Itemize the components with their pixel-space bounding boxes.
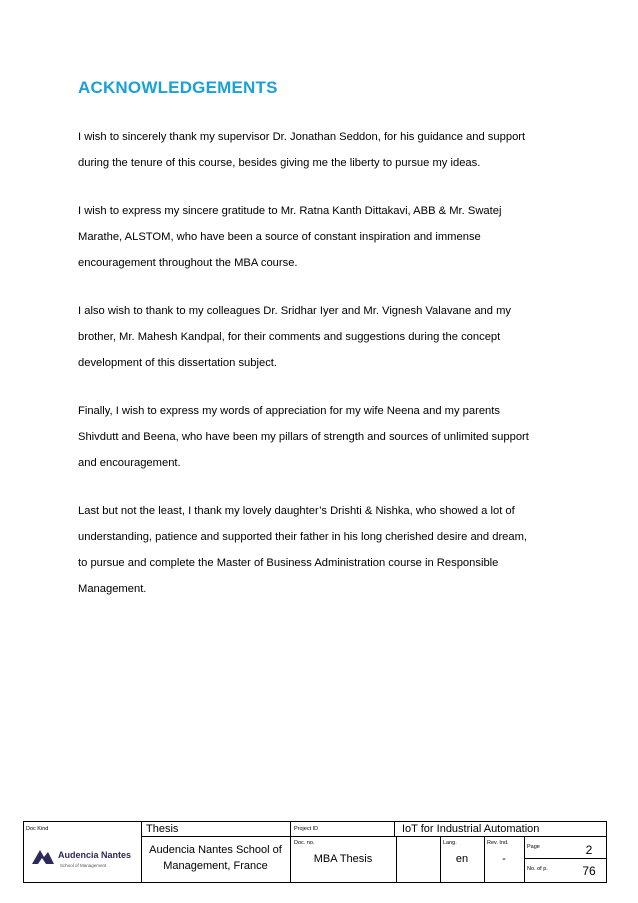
doc-no-value: MBA Thesis bbox=[313, 853, 373, 865]
document-footer-table bbox=[23, 821, 607, 883]
logo-subtitle: School of Management bbox=[60, 863, 107, 868]
text-line: Shivdutt and Beena, who have been my pillars of strength and sources of unlimited support bbox=[78, 431, 529, 443]
divider bbox=[396, 837, 397, 882]
page-heading: ACKNOWLEDGEMENTS bbox=[78, 78, 278, 97]
school-line-2: Management, France bbox=[163, 860, 268, 872]
text-line: understanding, patience and supported their father in his long cherished desire and dream, bbox=[78, 531, 528, 543]
audencia-logo bbox=[30, 846, 140, 876]
divider bbox=[524, 858, 607, 859]
divider bbox=[290, 822, 291, 882]
page-value: 2 bbox=[585, 843, 593, 857]
doc-kind-label: Doc Kind bbox=[26, 826, 49, 832]
divider bbox=[141, 836, 607, 837]
text-line: I wish to express my sincere gratitude to Mr. Ratna Kanth Dittakavi, ABB & Mr. Swatej bbox=[78, 205, 502, 217]
page-label: Page bbox=[527, 844, 540, 850]
doc-no-label: Doc. no. bbox=[294, 840, 315, 846]
text-line: and encouragement. bbox=[78, 457, 181, 469]
acknowledgements-body bbox=[78, 128, 578, 628]
text-line: brother, Mr. Mahesh Kandpal, for their comments and suggestions during the concept bbox=[78, 331, 501, 343]
paragraph bbox=[78, 128, 578, 172]
text-line: development of this dissertation subject. bbox=[78, 357, 277, 369]
doc-kind-value: Thesis bbox=[146, 823, 179, 835]
lang-value: en bbox=[455, 853, 469, 865]
divider bbox=[394, 822, 395, 837]
logo-name: Audencia Nantes bbox=[58, 850, 132, 860]
paragraph bbox=[78, 402, 578, 472]
lang-label: Lang. bbox=[443, 840, 457, 846]
project-id-label: Project ID bbox=[294, 826, 319, 832]
school-line-1: Audencia Nantes School of bbox=[149, 844, 282, 856]
paragraph bbox=[78, 202, 578, 272]
divider bbox=[524, 837, 525, 882]
rev-value: - bbox=[502, 853, 506, 865]
audencia-logo-mark-icon bbox=[30, 848, 56, 866]
paragraph bbox=[78, 502, 578, 598]
paragraph bbox=[78, 302, 578, 372]
text-line: Marathe, ALSTOM, who have been a source of constant inspiration and immense bbox=[78, 231, 481, 243]
pages-label: No. of p. bbox=[527, 866, 548, 872]
text-line: to pursue and complete the Master of Business Administration course in Responsible bbox=[78, 557, 499, 569]
text-line: I wish to sincerely thank my supervisor Dr. Jonathan Seddon, for his guidance and support bbox=[78, 131, 526, 143]
text-line: Management. bbox=[78, 583, 147, 595]
text-line: I also wish to thank to my colleagues Dr. Sridhar Iyer and Mr. Vignesh Valavane and my bbox=[78, 305, 512, 317]
project-id-value: IoT for Industrial Automation bbox=[402, 823, 540, 835]
pages-value: 76 bbox=[582, 864, 596, 878]
rev-label: Rev. Ind. bbox=[487, 840, 509, 846]
text-line: during the tenure of this course, besides giving me the liberty to pursue my ideas. bbox=[78, 157, 481, 169]
text-line: Finally, I wish to express my words of appreciation for my wife Neena and my parents bbox=[78, 405, 500, 417]
text-line: Last but not the least, I thank my lovely daughter’s Drishti & Nishka, who showed a lot of bbox=[78, 505, 515, 517]
text-line: encouragement throughout the MBA course. bbox=[78, 257, 298, 269]
